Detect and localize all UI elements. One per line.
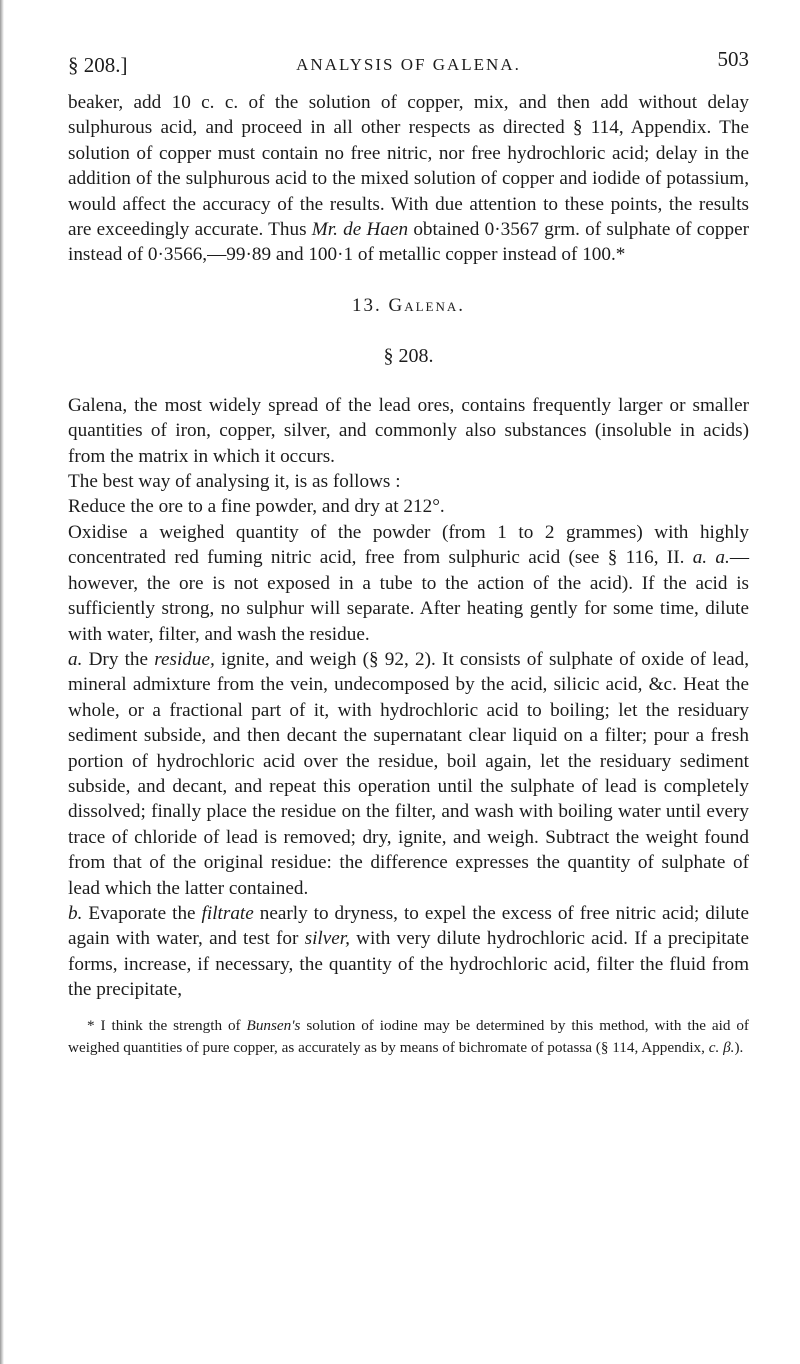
book-page	[68, 47, 749, 1059]
italic-name: Bunsen's	[246, 1016, 301, 1034]
italic-term: silver,	[304, 928, 350, 950]
text-run: obtained 0·3567 grm. of sulphate of copper instead of 0·3566,—99·89 and 100·1 of metallic copper instead of 100.*	[68, 219, 749, 266]
page-number: 503	[717, 47, 749, 71]
header-section-ref: § 208.]	[68, 53, 128, 77]
paragraph-continuation	[68, 90, 749, 268]
paragraph	[68, 520, 749, 647]
item-label: a.	[68, 648, 83, 670]
paragraph-a	[68, 647, 749, 901]
text-run: —however, the ore is not exposed in a tube to the action of the acid). If the acid is sufficiently strong, no sulphur will separate. After heating gently for some time, dilute with water, filter, and wash the residue.	[68, 547, 749, 645]
text-run: Evaporate the	[82, 902, 202, 924]
text-run: ).	[734, 1038, 744, 1056]
paragraph: Reduce the ore to a fine powder, and dry at 212°.	[68, 496, 445, 518]
italic-term: residue,	[154, 648, 215, 670]
text-run: Dry the	[82, 648, 155, 670]
chapter-title: 13. Galena.	[351, 294, 466, 316]
text-run: beaker, add 10 c. c. of the solution of copper, mix, and then add without delay sulphurous acid, and proceed in all other respects as directed § 114, Appendix. The solution of copper must contain no free nitric, nor free hydrochloric acid; delay in the addition of the sulphurous acid to the mixed solution of copper and iodide of potassium, would affect the accuracy of the results. With due attention to these points, the results are exceedingly accurate. Thus	[68, 92, 749, 241]
section-heading: § 208.	[383, 344, 434, 367]
footnote	[68, 1015, 749, 1059]
text-run: solution of iodine may be determined by this method, with the aid of weighed quantities of pure copper, as accurately as by means of bichromate of potassa (§ 114, Appendix,	[68, 1016, 749, 1056]
text-run: nearly to dryness, to expel the excess of free nitric acid; dilute again with water, and test for	[68, 902, 749, 950]
item-label: b.	[68, 902, 83, 924]
italic-ref: a. a.	[692, 547, 730, 569]
paragraph: The best way of analysing it, is as follows :	[68, 471, 401, 493]
text-run: * I think the strength of	[87, 1016, 247, 1034]
italic-ref: c. β.	[708, 1038, 735, 1056]
chapter-heading	[68, 293, 749, 318]
paragraph-b	[68, 901, 749, 1003]
italic-name: Mr. de Haen	[311, 219, 409, 241]
italic-term: filtrate	[201, 902, 254, 924]
running-header	[68, 47, 749, 80]
text-run: with very dilute hydrochloric acid. If a precipitate forms, increase, if necessary, the quantity of the hydrochloric acid, filter the fluid from the precipitate,	[68, 928, 749, 1001]
text-run: ignite, and weigh (§ 92, 2). It consists of sulphate of oxide of lead, mineral admixture from the vein, undecomposed by the acid, silicic acid, &c. Heat the whole, or a fractional part of it, with hydrochloric acid to boiling; let the residuary sediment subside, and then decant the supernatant clear liquid on a filter; pour a fresh portion of hydrochloric acid over the residue, boil again, let the residuary sediment subside, and decant, and repeat this operation until the sulphate of lead is completely dissolved; finally place the residue on the filter, and wash with boiling water until every trace of chloride of lead is removed; dry, ignite, and weigh. Subtract the weight found from that of the original residue: the difference expresses the quantity of sulphate of lead which the latter contained.	[68, 648, 749, 899]
page-binding-edge	[0, 0, 4, 1364]
paragraph: Galena, the most widely spread of the lead ores, contains frequently larger or smaller quantities of iron, copper, silver, and commonly also substances (insoluble in acids) from the matrix in which it occurs.	[68, 394, 749, 467]
footnote-text	[68, 1015, 749, 1059]
text-run: Oxidise a weighed quantity of the powder (from 1 to 2 grammes) with highly concentrated red fuming nitric acid, free from sulphuric acid (see § 116, II.	[68, 521, 749, 569]
main-text	[68, 90, 749, 1003]
header-title: ANALYSIS OF GALENA.	[296, 55, 521, 74]
